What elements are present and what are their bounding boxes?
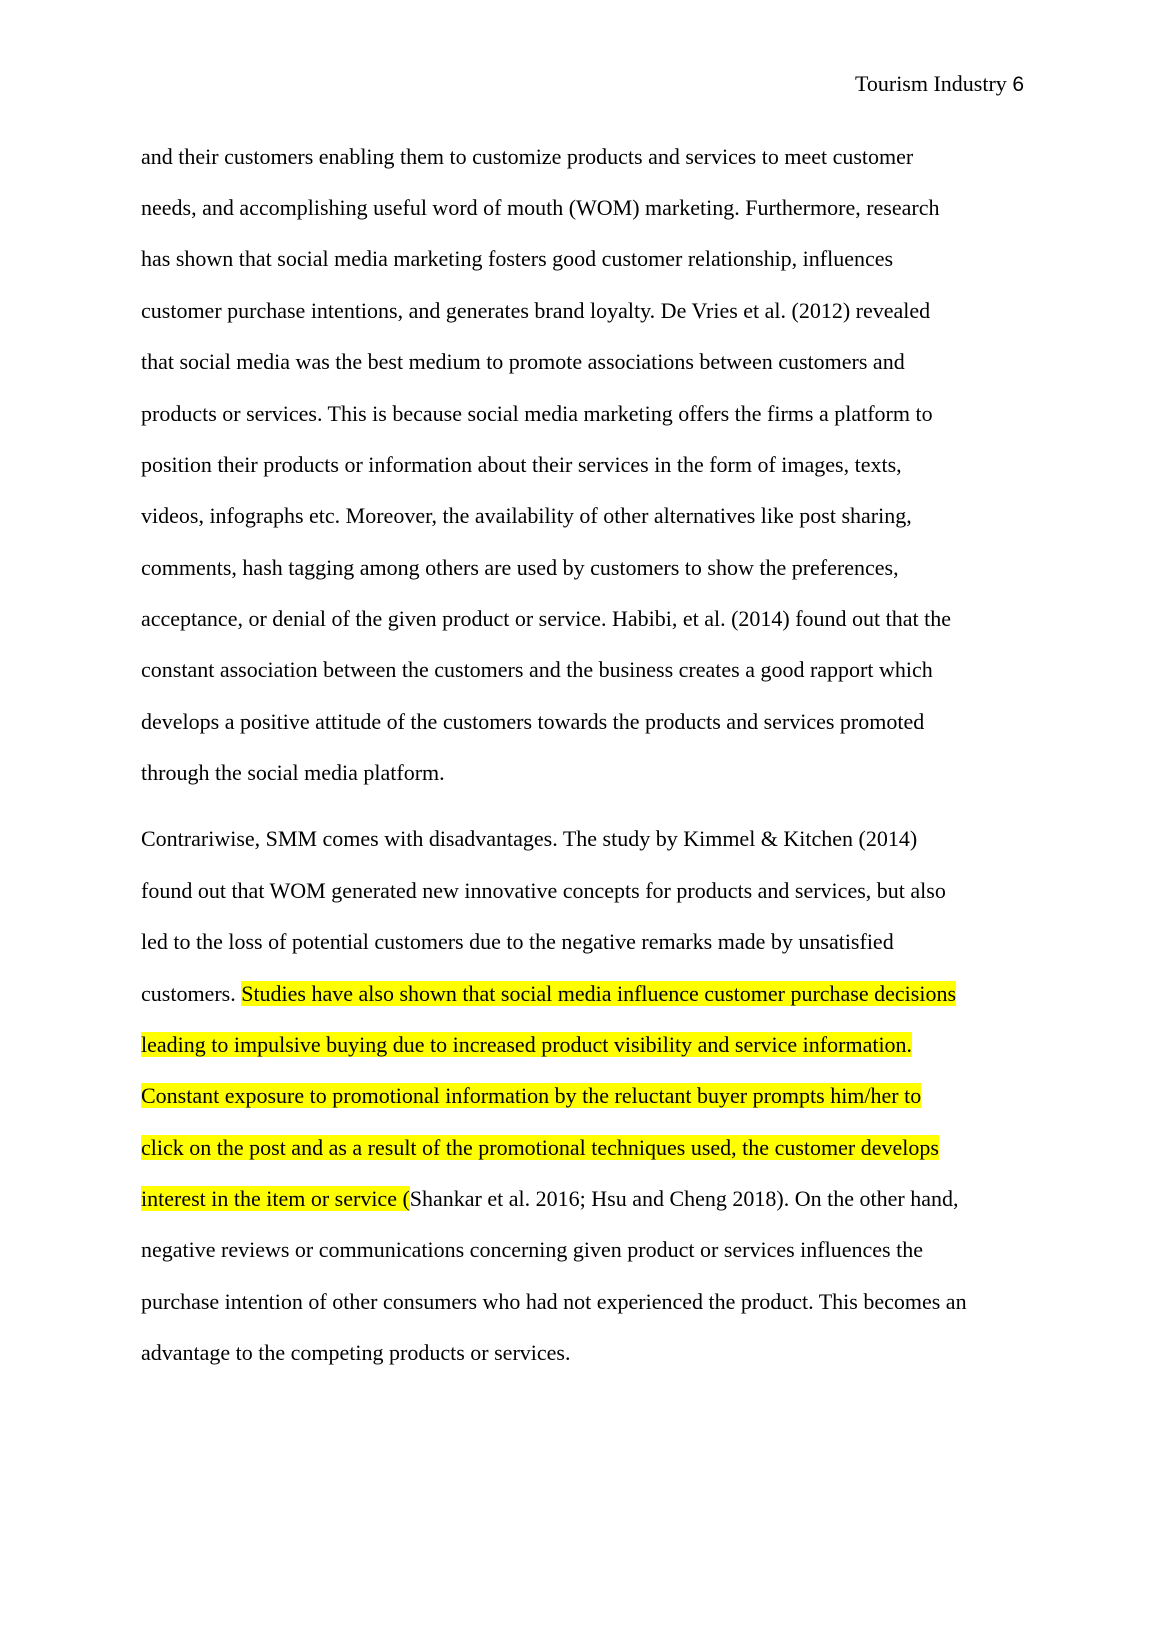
- text-line: [141, 1081, 921, 1111]
- text-line: Contrariwise, SMM comes with disadvantages. The study by Kimmel & Kitchen (2014): [141, 826, 918, 851]
- text-line: acceptance, or denial of the given product or service. Habibi, et al. (2014) found out that the: [141, 606, 952, 631]
- text-line: [141, 1133, 939, 1163]
- text-line: led to the loss of potential customers due to the negative remarks made by unsatisfied: [141, 929, 894, 954]
- highlighted-text: Constant exposure to promotional information by the reluctant buyer prompts him/her to: [141, 1083, 922, 1108]
- running-title: Tourism Industry: [854, 71, 1007, 96]
- highlighted-text: leading to impulsive buying due to increased product visibility and service information.: [141, 1032, 913, 1057]
- text-line: that social media was the best medium to promote associations between customers and: [141, 349, 905, 374]
- highlighted-text: Studies have also shown that social media influence customer purchase decisions: [241, 981, 957, 1006]
- text-line: position their products or information about their services in the form of images, texts,: [141, 452, 902, 477]
- text-line: products or services. This is because social media marketing offers the firms a platform to: [141, 401, 933, 426]
- text-line: [141, 1030, 912, 1060]
- text-line: through the social media platform.: [141, 760, 445, 785]
- page-number: 6: [1012, 73, 1024, 96]
- text-line: has shown that social media marketing fosters good customer relationship, influences: [141, 246, 894, 271]
- text-line: needs, and accomplishing useful word of mouth (WOM) marketing. Furthermore, research: [141, 195, 940, 220]
- running-header: [855, 68, 1024, 101]
- text-line: negative reviews or communications concerning given product or services influences the: [141, 1237, 923, 1262]
- text-line: advantage to the competing products or services.: [141, 1340, 571, 1365]
- plain-text: Shankar et al. 2016; Hsu and Cheng 2018). On the other hand,: [409, 1186, 959, 1211]
- text-line: customer purchase intentions, and generates brand loyalty. De Vries et al. (2012) revealed: [141, 298, 931, 323]
- text-line: purchase intention of other consumers who had not experienced the product. This becomes an: [141, 1289, 967, 1314]
- text-line: [141, 979, 956, 1009]
- text-line: and their customers enabling them to customize products and services to meet customer: [141, 144, 914, 169]
- text-line: videos, infographs etc. Moreover, the availability of other alternatives like post sharing,: [141, 503, 912, 528]
- highlighted-text: click on the post and as a result of the promotional techniques used, the customer develops: [141, 1135, 939, 1160]
- highlighted-text: interest in the item or service (: [141, 1186, 410, 1211]
- text-line: found out that WOM generated new innovative concepts for products and services, but also: [141, 878, 946, 903]
- text-line: constant association between the customers and the business creates a good rapport which: [141, 657, 933, 682]
- text-line: develops a positive attitude of the customers towards the products and services promoted: [141, 709, 925, 734]
- plain-text: customers.: [141, 981, 242, 1006]
- text-line: comments, hash tagging among others are used by customers to show the preferences,: [141, 555, 899, 580]
- text-line: [141, 1184, 958, 1214]
